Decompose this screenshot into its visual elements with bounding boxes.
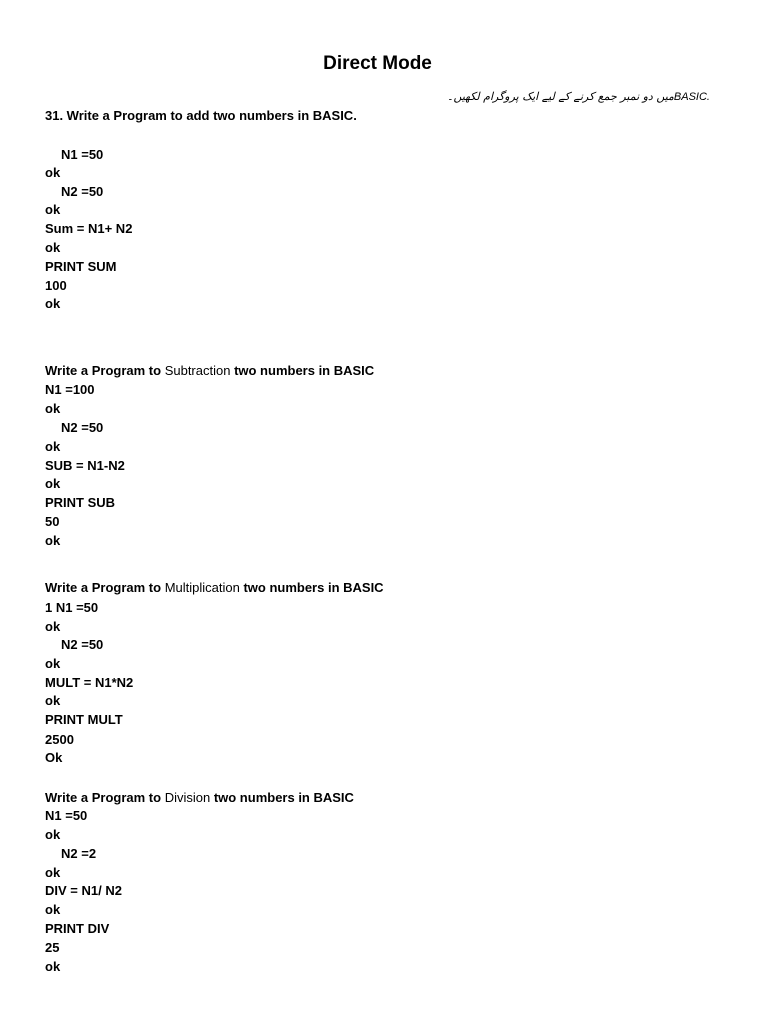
heading-suffix: two numbers in BASIC — [210, 790, 354, 805]
code-line: ok — [45, 401, 61, 416]
heading-suffix: two numbers in BASIC — [239, 580, 384, 595]
heading-operation: Division — [164, 790, 211, 805]
code-line: 25 — [45, 940, 60, 955]
code-line: ok — [45, 827, 61, 842]
code-line: ok — [45, 959, 61, 974]
code-line: 1 N1 =50 — [45, 600, 99, 615]
code-line: N2 =50 — [61, 420, 104, 435]
code-line: SUB = N1-N2 — [45, 458, 125, 473]
code-line: PRINT MULT — [45, 712, 123, 727]
code-line: ok — [45, 656, 61, 671]
code-line: ok — [45, 533, 61, 548]
code-line: N2 =50 — [61, 184, 104, 199]
code-line: ok — [45, 240, 61, 255]
code-line: N2 =2 — [61, 846, 97, 861]
urdu-instruction-note — [440, 90, 710, 103]
heading-prefix: Write a Program to — [45, 363, 165, 378]
code-line: ok — [45, 439, 61, 454]
subtraction-heading — [45, 363, 374, 379]
heading-operation: Subtraction — [164, 363, 231, 378]
code-line: PRINT DIV — [45, 921, 110, 936]
code-line: N2 =50 — [61, 637, 104, 652]
heading-prefix: Write a Program to — [45, 580, 165, 595]
heading-prefix: Write a Program to — [45, 790, 165, 805]
heading-suffix: two numbers in BASIC — [230, 363, 375, 378]
heading-operation: Multiplication — [164, 580, 240, 595]
code-line: ok — [45, 476, 61, 491]
urdu-note-text: میں دو نمبر جمع کرنے کے لیے ایک پروگرام لکھیں۔ — [447, 90, 674, 103]
code-line: PRINT SUM — [45, 259, 117, 274]
code-line: ok — [45, 902, 61, 917]
code-line: N1 =50 — [45, 808, 88, 823]
code-line: Ok — [45, 750, 63, 765]
code-line: ok — [45, 865, 61, 880]
code-line: ok — [45, 296, 61, 311]
code-line: MULT = N1*N2 — [45, 675, 134, 690]
code-line: N1 =50 — [61, 147, 104, 162]
code-line: 50 — [45, 514, 60, 529]
code-line: Sum = N1+ N2 — [45, 221, 133, 236]
code-line: 100 — [45, 278, 67, 293]
code-line: 2500 — [45, 732, 74, 747]
code-line: ok — [45, 202, 61, 217]
multiplication-heading — [45, 580, 384, 596]
code-line: ok — [45, 165, 61, 180]
code-line: ok — [45, 619, 61, 634]
urdu-note-basic-label: BASIC. — [673, 91, 710, 103]
code-line: PRINT SUB — [45, 495, 116, 510]
page-title: Direct Mode — [323, 53, 432, 74]
code-line: ok — [45, 693, 61, 708]
addition-heading: 31. Write a Program to add two numbers in BASIC. — [45, 108, 357, 123]
division-heading — [45, 790, 354, 806]
code-line: N1 =100 — [45, 382, 95, 397]
code-line: DIV = N1/ N2 — [45, 883, 122, 898]
